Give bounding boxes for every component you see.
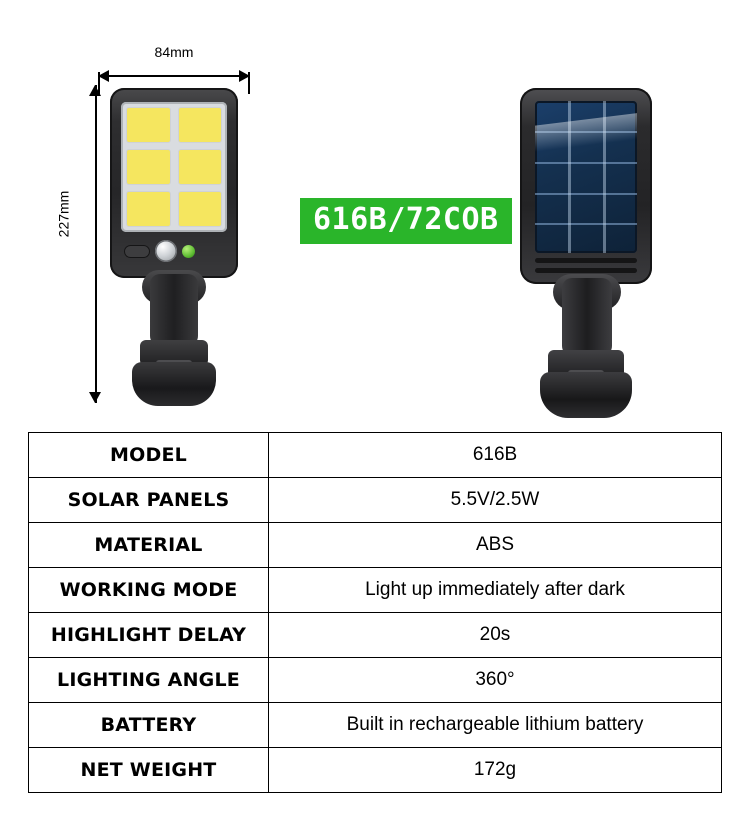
spec-value: 360° [269, 658, 722, 703]
table-row [29, 568, 722, 613]
spec-value: ABS [269, 523, 722, 568]
spec-label: SOLAR PANELS [29, 478, 269, 523]
table-row [29, 478, 722, 523]
cob-led [178, 191, 223, 227]
cob-led-grid [126, 107, 222, 227]
battery-indicator-icon [124, 245, 150, 258]
cob-led [126, 149, 171, 185]
spec-value: Light up immediately after dark [269, 568, 722, 613]
lamp-base-front [132, 362, 216, 406]
spec-label: LIGHTING ANGLE [29, 658, 269, 703]
cob-led [126, 107, 171, 143]
spec-label: HIGHLIGHT DELAY [29, 613, 269, 658]
sensor-row [124, 238, 224, 264]
model-badge: 616B/72COB [300, 198, 512, 244]
vent-slot [535, 258, 637, 263]
motion-sensor-icon [155, 240, 177, 262]
table-row [29, 748, 722, 793]
vent-slot [535, 268, 637, 273]
table-row [29, 658, 722, 703]
cob-led [178, 149, 223, 185]
spec-value: 5.5V/2.5W [269, 478, 722, 523]
solar-panel [535, 101, 637, 253]
table-row [29, 523, 722, 568]
cob-led [126, 191, 171, 227]
spec-label: WORKING MODE [29, 568, 269, 613]
table-row [29, 703, 722, 748]
spec-value: 20s [269, 613, 722, 658]
table-row [29, 613, 722, 658]
spec-value: 172g [269, 748, 722, 793]
solar-light-back-image [520, 88, 660, 418]
solar-light-front-image [110, 88, 240, 406]
width-dimension-arrow [98, 68, 250, 82]
lamp-neck-front [150, 274, 198, 346]
lamp-base-back [540, 372, 632, 418]
width-dimension-label: 84mm [154, 44, 194, 60]
spec-label: BATTERY [29, 703, 269, 748]
height-dimension-arrow [88, 85, 102, 403]
spec-value: 616B [269, 433, 722, 478]
status-led-icon [182, 245, 195, 258]
spec-label: MODEL [29, 433, 269, 478]
table-row [29, 433, 722, 478]
height-dimension-label: 227mm [55, 190, 72, 238]
cob-led [178, 107, 223, 143]
spec-label: NET WEIGHT [29, 748, 269, 793]
lamp-neck-back [562, 278, 612, 356]
width-tick-right [248, 72, 250, 94]
spec-label: MATERIAL [29, 523, 269, 568]
specification-table [28, 432, 722, 793]
spec-value: Built in rechargeable lithium battery [269, 703, 722, 748]
